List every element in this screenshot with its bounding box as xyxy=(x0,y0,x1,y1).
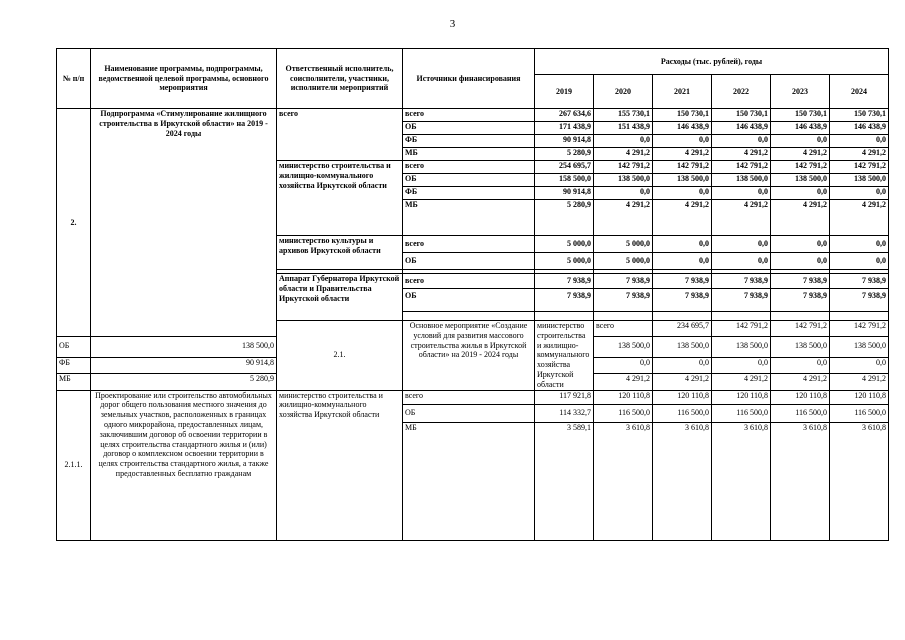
value-cell: 120 110,8 xyxy=(830,390,889,404)
value-cell: 3 610,8 xyxy=(653,422,712,436)
source-cell: всего xyxy=(403,390,535,404)
year-header: 2024 xyxy=(830,75,889,109)
value-cell: 5 000,0 xyxy=(594,236,653,253)
value-cell: 120 110,8 xyxy=(653,390,712,404)
executor-cell: министерство строительства и жилищно-коммунального хозяйства Иркутской области xyxy=(535,321,594,391)
value-cell: 138 500,0 xyxy=(594,174,653,187)
year-header: 2023 xyxy=(771,75,830,109)
year-header: 2019 xyxy=(535,75,594,109)
header-name: Наименование программы, подпрограммы, ведомственной целевой программы, основного мероприятия xyxy=(91,49,277,109)
value-cell: 0,0 xyxy=(594,187,653,200)
header-expenses: Расходы (тыс. рублей), годы xyxy=(535,49,889,75)
program-expenses-table xyxy=(56,48,889,541)
executor-cell: всего xyxy=(277,109,403,161)
value-cell: 142 791,2 xyxy=(594,161,653,174)
executor-cell: министерство строительства и жилищно-коммунального хозяйства Иркутской области xyxy=(277,390,403,540)
source-cell: ФБ xyxy=(57,358,91,374)
value-cell: 138 500,0 xyxy=(771,174,830,187)
value-cell: 138 500,0 xyxy=(712,341,771,357)
value-cell: 4 291,2 xyxy=(771,148,830,161)
value-cell: 4 291,2 xyxy=(830,148,889,161)
header-executor: Ответственный исполнитель, соисполнители, участники, исполнители мероприятий xyxy=(277,49,403,109)
value-cell: 3 610,8 xyxy=(712,422,771,436)
executor-cell: министерство строительства и жилищно-коммунального хозяйства Иркутской области xyxy=(277,161,403,236)
value-cell: 7 938,9 xyxy=(771,289,830,303)
value-cell: 7 938,9 xyxy=(712,289,771,303)
header-source: Источники финансирования xyxy=(403,49,535,109)
value-cell: 0,0 xyxy=(594,135,653,148)
value-cell: 3 589,1 xyxy=(535,422,594,436)
value-cell: 0,0 xyxy=(830,135,889,148)
value-cell: 3 610,8 xyxy=(771,422,830,436)
source-cell: ОБ xyxy=(403,122,535,135)
value-cell: 138 500,0 xyxy=(653,174,712,187)
source-cell: ФБ xyxy=(403,135,535,148)
source-cell: МБ xyxy=(57,374,91,390)
value-cell: 90 914,8 xyxy=(91,358,277,374)
value-cell: 116 500,0 xyxy=(712,408,771,422)
value-cell: 158 500,0 xyxy=(535,174,594,187)
value-cell: 4 291,2 xyxy=(594,200,653,213)
program-name: Проектирование или строительство автомобильных дорог общего пользования местного значения до земельных участков, расположенных в границах одного микрорайона, предоставленных лицам, заключившим договор об освоении территории в целях строительства стандартного жилья и (или) договор о комплексном освоении территории в целях строительства стандартного жилья, а также предоставленных бесплатно гражданам xyxy=(91,390,277,540)
value-cell: 138 500,0 xyxy=(594,341,653,357)
value-cell: 142 791,2 xyxy=(771,321,830,337)
year-header: 2020 xyxy=(594,75,653,109)
source-cell: МБ xyxy=(403,422,535,436)
value-cell: 0,0 xyxy=(653,187,712,200)
value-cell: 0,0 xyxy=(830,253,889,270)
executor-cell: министерство культуры и архивов Иркутской области xyxy=(277,236,403,270)
value-cell: 171 438,9 xyxy=(535,122,594,135)
value-cell: 7 938,9 xyxy=(594,289,653,303)
value-cell: 5 280,9 xyxy=(535,148,594,161)
value-cell: 4 291,2 xyxy=(712,148,771,161)
source-cell: ОБ xyxy=(403,174,535,187)
value-cell: 4 291,2 xyxy=(830,200,889,213)
value-cell: 0,0 xyxy=(771,135,830,148)
value-cell: 116 500,0 xyxy=(653,408,712,422)
value-cell: 4 291,2 xyxy=(594,374,653,390)
value-cell: 7 938,9 xyxy=(653,274,712,289)
value-cell: 146 438,9 xyxy=(771,122,830,135)
source-cell: всего xyxy=(403,274,535,289)
value-cell: 4 291,2 xyxy=(771,200,830,213)
value-cell: 0,0 xyxy=(830,358,889,374)
value-cell: 7 938,9 xyxy=(594,274,653,289)
value-cell: 0,0 xyxy=(771,236,830,253)
value-cell: 4 291,2 xyxy=(771,374,830,390)
value-cell: 120 110,8 xyxy=(594,390,653,404)
value-cell: 7 938,9 xyxy=(535,274,594,289)
value-cell: 120 110,8 xyxy=(712,390,771,404)
program-name: Подпрограмма «Стимулирование жилищного строительства в Иркутской области» на 2019 - 2024 годы xyxy=(91,109,277,337)
row-number: 2. xyxy=(57,109,91,337)
value-cell: 4 291,2 xyxy=(653,200,712,213)
value-cell: 5 280,9 xyxy=(91,374,277,390)
value-cell: 267 634,6 xyxy=(535,109,594,122)
year-header: 2022 xyxy=(712,75,771,109)
table-row xyxy=(57,109,889,122)
source-cell: всего xyxy=(403,236,535,253)
value-cell: 0,0 xyxy=(712,236,771,253)
value-cell: 138 500,0 xyxy=(771,341,830,357)
value-cell: 5 280,9 xyxy=(535,200,594,213)
value-cell: 234 695,7 xyxy=(653,321,712,337)
value-cell: 0,0 xyxy=(771,253,830,270)
value-cell: 0,0 xyxy=(594,358,653,374)
value-cell: 4 291,2 xyxy=(712,200,771,213)
value-cell: 142 791,2 xyxy=(771,161,830,174)
value-cell: 138 500,0 xyxy=(653,341,712,357)
value-cell: 116 500,0 xyxy=(594,408,653,422)
value-cell: 142 791,2 xyxy=(653,161,712,174)
value-cell: 0,0 xyxy=(771,358,830,374)
value-cell: 7 938,9 xyxy=(830,289,889,303)
executor-cell: Аппарат Губернатора Иркутской области и Правительства Иркутской области xyxy=(277,274,403,321)
value-cell: 146 438,9 xyxy=(653,122,712,135)
value-cell: 4 291,2 xyxy=(653,148,712,161)
row-number: 2.1.1. xyxy=(57,390,91,540)
value-cell: 146 438,9 xyxy=(712,122,771,135)
value-cell: 4 291,2 xyxy=(830,374,889,390)
value-cell: 138 500,0 xyxy=(712,174,771,187)
value-cell: 0,0 xyxy=(830,187,889,200)
value-cell: 150 730,1 xyxy=(653,109,712,122)
value-cell: 114 332,7 xyxy=(535,408,594,422)
value-cell: 0,0 xyxy=(653,135,712,148)
header-num: № п/п xyxy=(57,49,91,109)
value-cell: 90 914,8 xyxy=(535,187,594,200)
value-cell: 0,0 xyxy=(712,187,771,200)
value-cell: 138 500,0 xyxy=(830,174,889,187)
program-name: Основное мероприятие «Создание условий для развития массового строительства жилья в Иркутской области» на 2019 - 2024 годы xyxy=(403,321,535,391)
value-cell: 3 610,8 xyxy=(594,422,653,436)
source-cell: ОБ xyxy=(403,253,535,270)
year-header: 2021 xyxy=(653,75,712,109)
value-cell: 142 791,2 xyxy=(712,161,771,174)
table-row xyxy=(57,390,889,404)
value-cell: 0,0 xyxy=(771,187,830,200)
value-cell: 4 291,2 xyxy=(594,148,653,161)
value-cell: 7 938,9 xyxy=(771,274,830,289)
value-cell: 138 500,0 xyxy=(91,341,277,357)
value-cell: 0,0 xyxy=(712,358,771,374)
value-cell: 7 938,9 xyxy=(830,274,889,289)
value-cell: 150 730,1 xyxy=(830,109,889,122)
value-cell: 4 291,2 xyxy=(712,374,771,390)
value-cell: 150 730,1 xyxy=(771,109,830,122)
source-cell: ОБ xyxy=(57,341,91,357)
value-cell: 90 914,8 xyxy=(535,135,594,148)
value-cell: 0,0 xyxy=(653,253,712,270)
header-row-1 xyxy=(57,49,889,75)
value-cell: 116 500,0 xyxy=(771,408,830,422)
value-cell: 4 291,2 xyxy=(653,374,712,390)
value-cell: 120 110,8 xyxy=(771,390,830,404)
value-cell: 5 000,0 xyxy=(594,253,653,270)
value-cell: 155 730,1 xyxy=(594,109,653,122)
value-cell: 151 438,9 xyxy=(594,122,653,135)
value-cell: 7 938,9 xyxy=(535,289,594,303)
source-cell: МБ xyxy=(403,200,535,213)
value-cell: 7 938,9 xyxy=(653,289,712,303)
value-cell: 142 791,2 xyxy=(712,321,771,337)
value-cell: 142 791,2 xyxy=(830,161,889,174)
source-cell: ОБ xyxy=(403,289,535,303)
page-number: 3 xyxy=(449,18,456,30)
value-cell: 0,0 xyxy=(653,358,712,374)
value-cell: 150 730,1 xyxy=(712,109,771,122)
source-cell: всего xyxy=(403,161,535,174)
value-cell: 7 938,9 xyxy=(712,274,771,289)
source-cell: всего xyxy=(594,321,653,337)
source-cell: ФБ xyxy=(403,187,535,200)
value-cell: 0,0 xyxy=(712,135,771,148)
row-number: 2.1. xyxy=(277,321,403,391)
source-cell: всего xyxy=(403,109,535,122)
value-cell: 117 921,8 xyxy=(535,390,594,404)
value-cell: 138 500,0 xyxy=(830,341,889,357)
value-cell: 0,0 xyxy=(712,253,771,270)
value-cell: 5 000,0 xyxy=(535,253,594,270)
value-cell: 254 695,7 xyxy=(535,161,594,174)
source-cell: ОБ xyxy=(403,408,535,422)
source-cell: МБ xyxy=(403,148,535,161)
value-cell: 146 438,9 xyxy=(830,122,889,135)
value-cell: 116 500,0 xyxy=(830,408,889,422)
value-cell: 5 000,0 xyxy=(535,236,594,253)
value-cell: 0,0 xyxy=(653,236,712,253)
value-cell: 3 610,8 xyxy=(830,422,889,436)
value-cell: 142 791,2 xyxy=(830,321,889,337)
value-cell: 0,0 xyxy=(830,236,889,253)
